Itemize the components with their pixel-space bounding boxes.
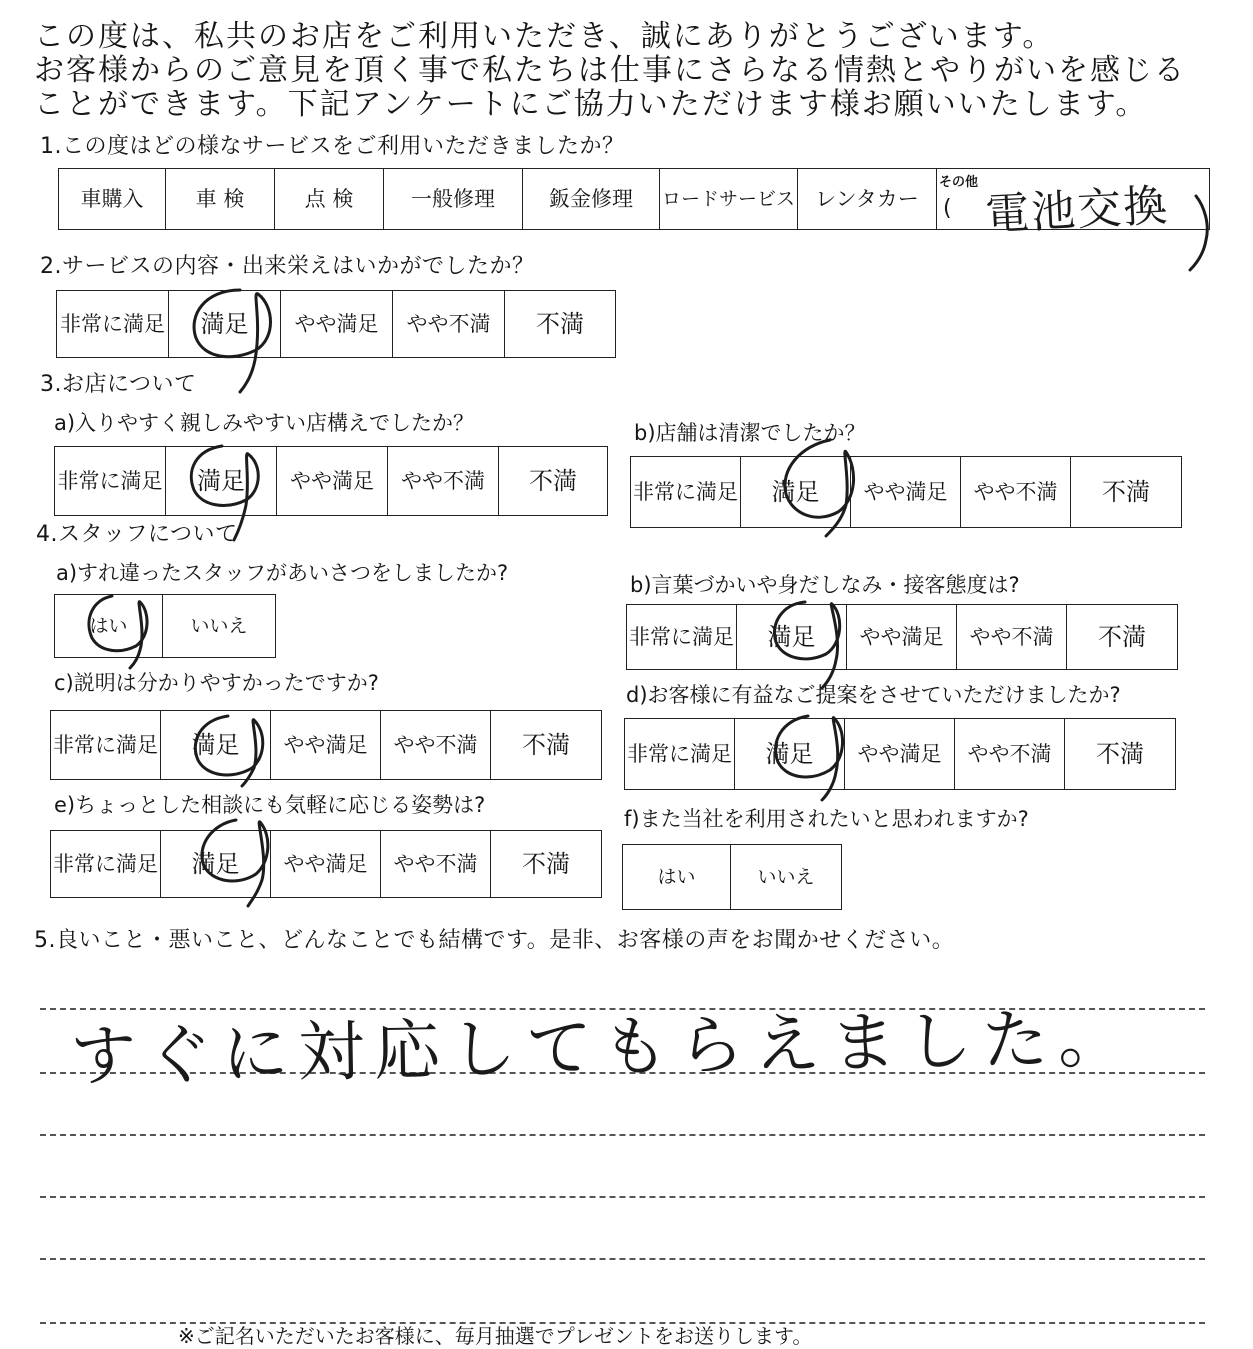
q2-rating-row [56, 290, 616, 358]
rating-very-satisfied[interactable]: 非常に 満足 [57, 291, 169, 357]
rating-satisfied[interactable]: 満足 [161, 711, 271, 779]
q4c-rating-row [50, 710, 602, 780]
q4e-title: e)ちょっとした相談にも気軽に応じる姿勢は? [54, 793, 486, 817]
q4c-title: c)説明は分かりやすかったですか? [54, 671, 379, 695]
rating-satisfied[interactable]: 満足 [737, 605, 847, 669]
q1-title: 1.この度はどの様なサービスをご利用いただきましたか？ [40, 134, 625, 159]
option-shaken[interactable]: 車 検 [166, 169, 275, 229]
q3b-rating-row [630, 456, 1182, 528]
answer-yes[interactable]: はい [55, 595, 163, 657]
rating-somewhat-dissatisfied[interactable]: やや 不満 [381, 831, 491, 897]
rating-somewhat-satisfied[interactable]: やや 満足 [851, 457, 961, 527]
rating-somewhat-dissatisfied[interactable]: やや 不満 [955, 719, 1065, 789]
intro-text [34, 20, 1234, 122]
answer-no[interactable]: いいえ [190, 615, 248, 637]
q4-title: 4.スタッフについて [36, 522, 238, 547]
q3b-title: b)店舗は清潔でしたか？ [634, 421, 866, 445]
answer-no[interactable]: いいえ [757, 866, 815, 888]
footnote: ※ご記名いただいたお客様に、毎月抽選でプレゼントをお送りします。 [178, 1324, 813, 1348]
other-handwritten-answer: 電池交換 [984, 180, 1171, 241]
rating-somewhat-dissatisfied[interactable]: やや 不満 [957, 605, 1067, 669]
q2-title: 2.サービスの内容・出来栄えはいかがでしたか？ [40, 254, 535, 279]
intro-line-2: お客様からのご意見を頂く事で私たちは仕事にさらなる情熱とやりがいを感じる [34, 53, 1186, 88]
comment-line-5 [40, 1258, 1205, 1260]
option-inspection[interactable]: 点 検 [275, 169, 384, 229]
rating-dissatisfied[interactable]: 不満 [1096, 740, 1144, 768]
option-road-service[interactable]: ロードサービス [660, 169, 798, 229]
q4b-title: b)言葉づかいや身だしなみ・接客態度は? [630, 573, 1020, 597]
rating-dissatisfied[interactable]: 不満 [1098, 623, 1146, 651]
q3a-rating-row [54, 446, 608, 516]
option-general-repair[interactable]: 一般修理 [384, 169, 523, 229]
q4d-rating-row [624, 718, 1176, 790]
rating-satisfied[interactable]: 満足 [741, 457, 851, 527]
rating-very-satisfied[interactable]: 非常に 満足 [627, 605, 737, 669]
rating-somewhat-dissatisfied[interactable]: やや 不満 [381, 711, 491, 779]
rating-dissatisfied[interactable]: 不満 [522, 731, 570, 759]
rating-somewhat-satisfied[interactable]: やや 満足 [845, 719, 955, 789]
intro-line-3: ことができます。下記アンケートにご協力いただけます様お願いいたします。 [34, 87, 1148, 122]
rating-very-satisfied[interactable]: 非常に 満足 [625, 719, 735, 789]
rating-very-satisfied[interactable]: 非常に 満足 [55, 447, 166, 515]
rating-dissatisfied[interactable]: 不満 [529, 467, 577, 495]
rating-very-satisfied[interactable]: 非常に 満足 [51, 711, 161, 779]
q4d-title: d)お客様に有益なご提案をさせていただけましたか? [626, 683, 1121, 707]
answer-yes[interactable]: はい [623, 845, 731, 909]
rating-dissatisfied[interactable]: 不満 [1102, 478, 1150, 506]
rating-somewhat-satisfied[interactable]: やや 満足 [847, 605, 957, 669]
comment-line-4 [40, 1196, 1205, 1198]
rating-somewhat-satisfied[interactable]: やや 満足 [281, 291, 393, 357]
intro-line-1: この度は、私共のお店をご利用いただき、誠にありがとうございます。 [34, 19, 1055, 54]
q4a-title: a)すれ違ったスタッフがあいさつをしましたか? [56, 561, 509, 585]
q4f-yesno-row [622, 844, 842, 910]
rating-very-satisfied[interactable]: 非常に 満足 [631, 457, 741, 527]
q4a-yesno-row [54, 594, 276, 658]
q3-title: 3.お店について [40, 372, 197, 397]
q4e-rating-row [50, 830, 602, 898]
other-paren: ( [943, 196, 952, 221]
rating-dissatisfied[interactable]: 不満 [536, 310, 584, 338]
q4b-rating-row [626, 604, 1178, 670]
rating-somewhat-dissatisfied[interactable]: やや 不満 [961, 457, 1071, 527]
rating-satisfied[interactable]: 満足 [166, 447, 277, 515]
rating-somewhat-satisfied[interactable]: やや 満足 [277, 447, 388, 515]
q5-title: 5.良いこと・悪いこと、どんなことでも結構です。是非、お客様の声をお聞かせください。 [34, 928, 955, 953]
rating-satisfied[interactable]: 満足 [735, 719, 845, 789]
handwritten-comment: すぐに対応してもらえました。 [69, 999, 1135, 1096]
rating-somewhat-dissatisfied[interactable]: やや 不満 [388, 447, 499, 515]
other-label: その他 [939, 175, 979, 190]
option-rental-car[interactable]: レンタカー [798, 169, 937, 229]
rating-very-satisfied[interactable]: 非常に 満足 [51, 831, 161, 897]
option-body-repair[interactable]: 鈑金修理 [523, 169, 660, 229]
rating-satisfied[interactable]: 満足 [161, 831, 271, 897]
rating-somewhat-satisfied[interactable]: やや 満足 [271, 711, 381, 779]
comment-line-3 [40, 1134, 1205, 1136]
rating-dissatisfied[interactable]: 不満 [522, 850, 570, 878]
q4f-title: f)また当社を利用されたいと思われますか? [624, 807, 1029, 831]
rating-somewhat-satisfied[interactable]: やや 満足 [271, 831, 381, 897]
rating-satisfied[interactable]: 満足 [169, 291, 281, 357]
rating-somewhat-dissatisfied[interactable]: やや 不満 [393, 291, 505, 357]
option-car-purchase[interactable]: 車購入 [59, 169, 166, 229]
q3a-title: a)入りやすく親しみやすい店構えでしたか？ [54, 411, 475, 435]
